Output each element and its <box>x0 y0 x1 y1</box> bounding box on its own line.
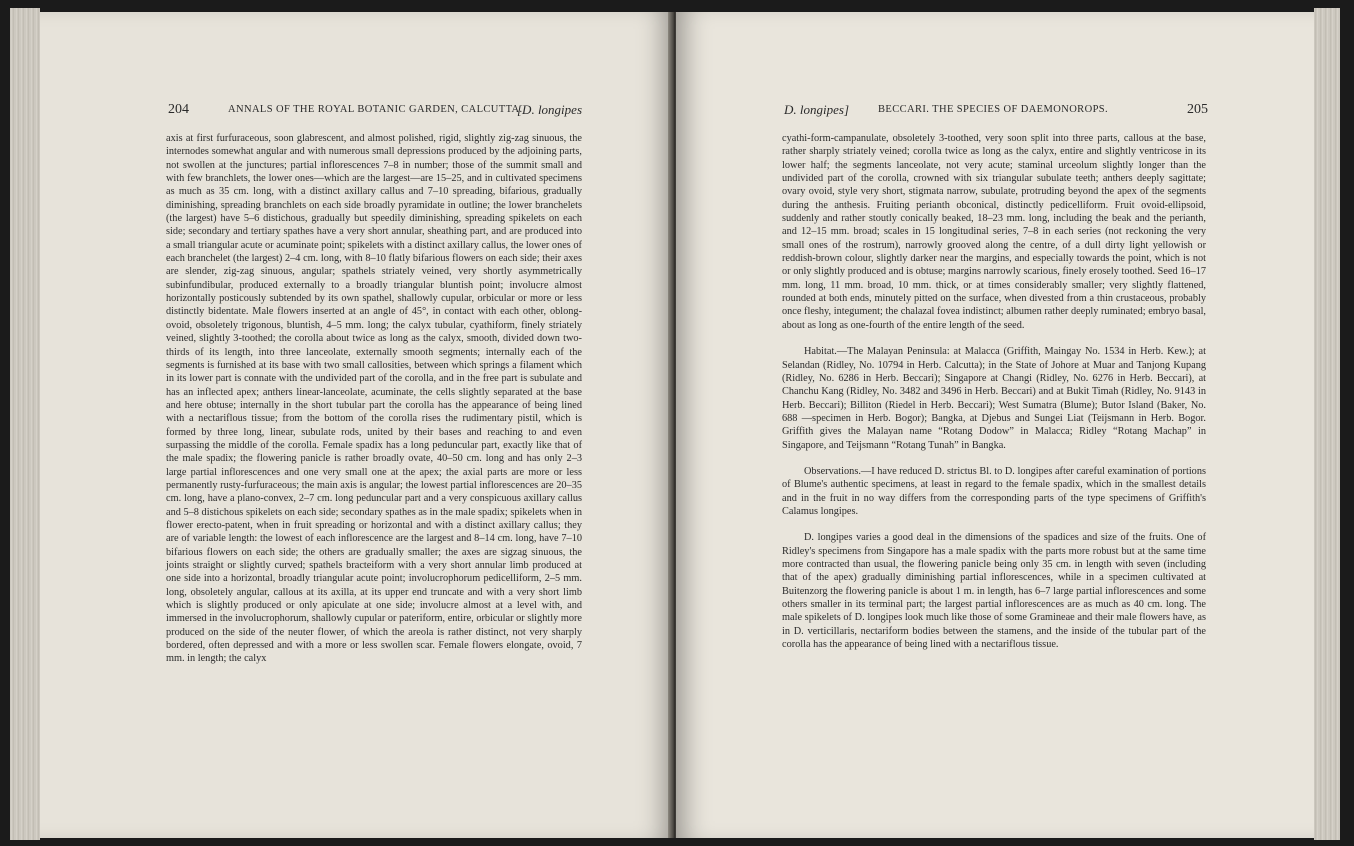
right-paragraph-observations: Observations.—I have reduced D. strictus Bl. to D. longipes after careful examination of portions of Blume's authentic specimens, at least in regard to the female spadix, which in the smallest details and in the fruit in no way differs from the corresponding parts of the type specimens of Griffith's Calamus longipes. <box>782 465 1206 517</box>
right-body-text <box>782 132 1206 651</box>
left-page-edges <box>10 8 40 840</box>
left-page <box>40 12 672 838</box>
right-paragraph-variation: D. longipes varies a good deal in the dimensions of the spadices and size of the fruits. One of Ridley's specimens from Singapore has a male spadix with the parts more robust but at the same time more contracted than usual, the flowering panicle being only 35 cm. in length with seven (including that of the apex) gradually diminishing partial inflorescences, while in a specimen cultivated at Buitenzorg the flowering panicle is about 1 m. in length, has 6–7 large partial inflorescences and some others smaller in its terminal part; the largest partial inflorescences are as much as 40 cm. long. The male spikelets of D. longipes look much like those of some Gramineae and their male flowers have, as in D. verticillaris, nectariform bodies between the stamens, and the inside of the tubular part of the corolla has the appearance of being lined with a nectariflous tissue. <box>782 532 1206 651</box>
right-page <box>676 12 1314 838</box>
left-running-species: [D. longipes <box>517 102 582 117</box>
right-page-edges <box>1314 8 1340 840</box>
left-paragraph-1: axis at first furfuraceous, soon glabrescent, and almost polished, rigid, slightly zig-zag sinuous, the internodes somewhat angular and with numerous small depressions produced by the adjoining parts, not swollen at the junctures; partial inflorescences 7–8 in number; those of the summit small and with few branchlets, the lower ones—which are the largest—are 15–25, and in cultivated specimens as much as 35 cm. long, with a distinct axillary callus and 7–10 spreading, bifarious, gradually diminishing, spreading branchlets on each side broadly pyramidate in outline; the lower branchelets (the largest) have 5–6 distichous, gradually but speedily diminishing, spreading spikelets on each side; secondary and tertiary spathes have a very short annular, sheathing part, and are produced into a small triangular acute or acuminate point; spikelets with a distinct axillary callus, the lower ones of each branchelet (the largest) 2–4 cm. long, with 8–10 flatly bifarious flowers on each side; their axes are slender, zig-zag sinuous, angular; spathels striately veined, very shortly asymmetrically subinfundibular, produced externally to a broadly triangular bluntish point; involucre almost horizontally posticously subtended by its own spathel, shallowly cupular, orbicular or more or less distinctly bidentate. Male flowers inserted at an angle of 45°, in contact with each other, oblong-ovoid, obsoletely trigonous, bluntish, 4–5 mm. long; the calyx tubular, cyathiform, finely striately veined, slightly 3-toothed; the corolla about twice as long as the calyx, smooth, divided down two-thirds of its length, into three lanceolate, externally smooth segments; internally each of the segments is furnished at its base with two small callosities, between which springs a filament which in its lower part is connate with the undivided part of the corolla, and in the free part is subulate and has an inflected apex; anthers linear-lanceolate, acuminate, the cells slightly separated at the base and here obtuse; internally in the short tubular part the corolla has the appearance of being lined with a nectariflous tissue; from the bottom of the corolla rises the rudimentary pistil, which is formed by three long, linear, subulate rods, united by their bases and reaching to and even surpassing the middle of the corolla. Female spadix has a long peduncular part, exactly like that of the male spadix; the flowering panicle is rather broadly ovate, 40–50 cm. long and has only 2–3 large partial inflorescences and one very small one at the apex; the axial parts are more or less permanently rusty-furfuraceous; the main axis is angular; the lowest partial inflorescences are 20–35 cm. long, have a plano-convex, 2–7 cm. long peduncular part and a very conspicuous axillary callus and 5–8 distichous spikelets on each side; secondary spathes as in the male spadix; spikelets when in flower erecto-patent, when in fruit spreading or horizontal and with a distinct axillary callus; they are of variable length: the lowest of each inflorescence are the largest and 8–14 cm. long, have 7–10 bifarious flowers on each side; the others are gradually smaller; the axes are sigzag sinuous, the joints straight or slightly curved; spathels bracteiform with a very short annular limb produced at one side into a horizontal, broadly triangular acute point; involucrophorum pedicelliform, 2–5 mm. long, obsoletely angular, callous at its axilla, at its upper end truncate and with a very short limb which is slightly produced or only apiculate at one side; involucre almost at a level with, and immersed in the involucrophorum, shallowly cupular or pateriform, entire, orbicular or slightly more produced on the side of the neuter flower, of which the areola is rather distinct, not very sharply bordered, often depressed and with a more or less swollen scar. Female flowers elongate, ovoid, 7 mm. in length; the calyx <box>166 133 582 665</box>
left-running-head <box>168 102 582 122</box>
right-running-head <box>784 102 1208 122</box>
right-running-species: D. longipes] <box>784 102 849 117</box>
left-running-title: ANNALS OF THE ROYAL BOTANIC GARDEN, CALCUTTA. <box>228 104 523 115</box>
right-page-number: 205 <box>1187 102 1208 117</box>
right-running-title: BECCARI. THE SPECIES OF DAEMONOROPS. <box>878 104 1109 115</box>
right-paragraph-habitat: Habitat.—The Malayan Peninsula: at Malacca (Griffith, Maingay No. 1534 in Herb. Kew.); at Selandan (Ridley, No. 10794 in Herb. Calcutta); in the State of Johore at Muar and Tanjong Kupang (Ridley, No. 6286 in Herb. Beccari); Singapore at Changi (Ridley, No. 6276 in Herb. Beccari), at Chanchu Kang (Ridley, No. 3482 and 3496 in Herb. Beccari) and at Bukit Timah (Ridley, No. 9143 in Herb. Beccari); Billiton (Riedel in Herb. Beccari); West Sumatra (Blume); Butor Island (Baker, No. 688 —specimen in Herb. Bogor); Bangka, at Djebus and Sungei Liat (Teijsmann in Herb. Bogor. Griffith gives the Malayan name “Rotang Dodow” in Malacca; Ridley “Rotang Machap” in Singapore, and Teijsmann “Rotang Tunah” in Bangka. <box>782 346 1206 451</box>
left-page-number: 204 <box>168 102 189 117</box>
right-paragraph-description: cyathi-form-campanulate, obsoletely 3-toothed, very soon split into three parts, callous at the base, rather sharply striately veined; corolla twice as long as the calyx, entire and slightly ventricose in its lower half; the segments lanceolate, not very acute; staminal urceolum slightly longer than the undivided part of the corolla, crowned with six triangular subulate teeth; anthers deeply sagittate; ovary ovoid, style very short, stigmata narrow, subulate, protruding beyond the apex of the segments during the anthesis. Fruiting perianth obconical, distinctly pedicelliform. Fruit ovoid-ellipsoid, suddenly and rather stoutly conically beaked, 18–23 mm. long, including the beak and the perianth, and 12–15 mm. broad; scales in 15 longitudinal series, 7–8 in each series (not reckoning the very small ones of the rostrum), narrowly grooved along the centre, of a dull dirty light yellowish or reddish-brown colour, slightly darker near the margins, and especially towards the point, which is not or only slightly produced and is obtuse; margins narrowly scarious, finely erosely toothed. Seed 16–17 mm. long, 11 mm. broad, 10 mm. thick, or at times considerably smaller; very slightly flattened, rounded at both ends, minutely pitted on the surface, when divested from a thin crustaceous, probably once fleshy, integument; the chalazal fovea indistinct; albumen rather deeply ruminated; embryo basal, about as long as one-fourth of the entire length of the seed. <box>782 133 1206 331</box>
left-body-text <box>166 132 582 666</box>
